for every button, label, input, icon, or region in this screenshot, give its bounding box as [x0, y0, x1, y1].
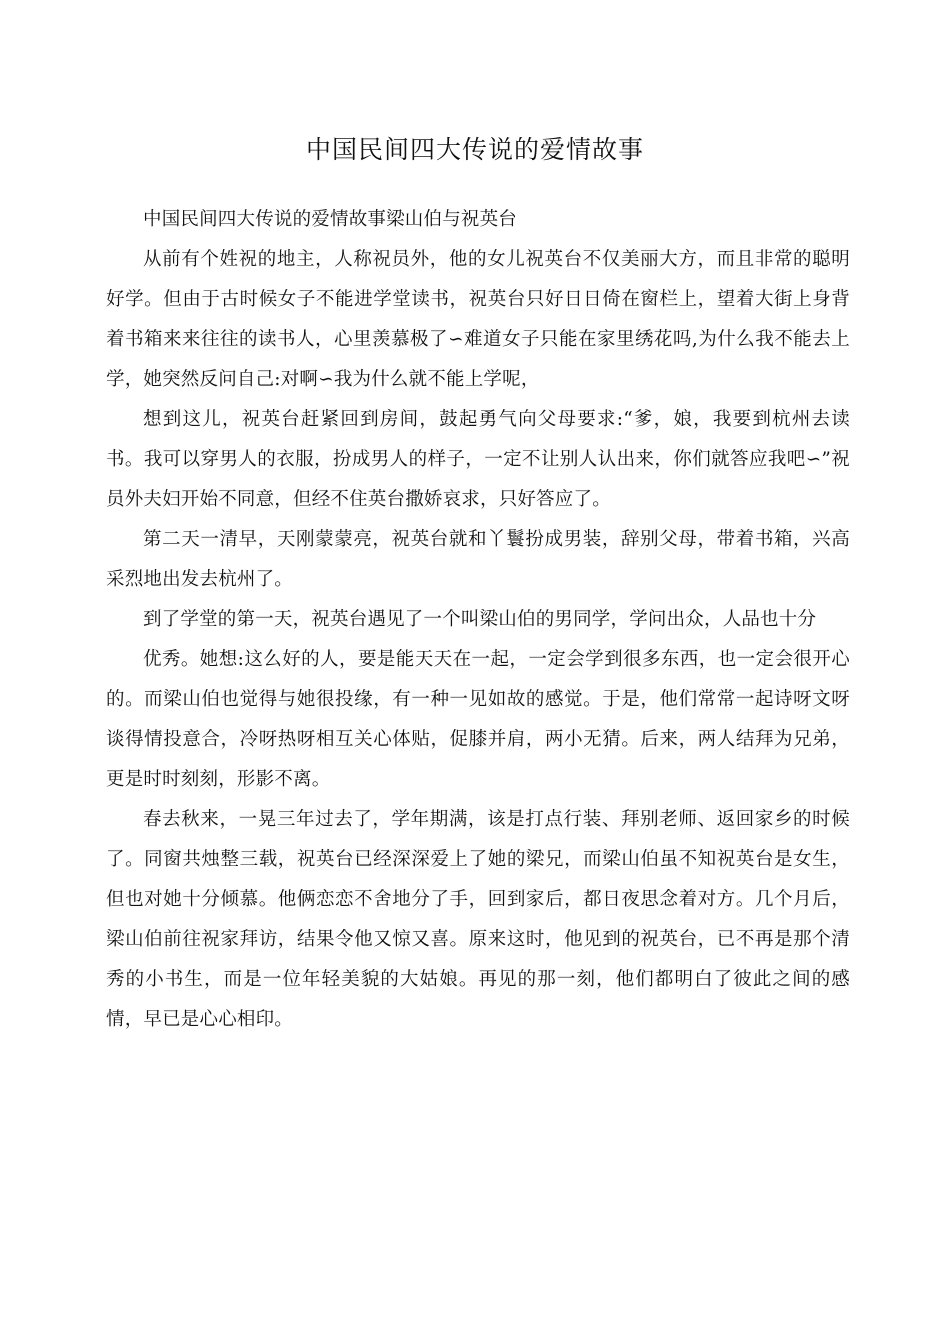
- paragraph: 第二天一清早，天刚蒙蒙亮，祝英台就和丫鬟扮成男装，辞别父母，带着书箱，兴高采烈地出发去杭州了。: [106, 529, 850, 590]
- paragraph: 到了学堂的第一天，祝英台遇见了一个叫梁山伯的男同学，学问出众，人品也十分: [143, 609, 817, 630]
- document-body: [106, 200, 850, 1040]
- paragraph: 想到这儿，祝英台赶紧回到房间，鼓起勇气向父母要求:“爹，娘，我要到杭州去读书。我可以穿男人的衣服，扮成男人的样子，一定不让别人认出来，你们就答应我吧∽”祝员外夫妇开始不同意，但经不住英台撒娇哀求，只好答应了。: [106, 409, 850, 510]
- paragraph: 春去秋来，一晃三年过去了，学年期满，该是打点行装、拜别老师、返回家乡的时候了。同窗共烛整三载，祝英台已经深深爱上了她的梁兄，而梁山伯虽不知祝英台是女生，但也对她十分倾慕。他俩恋恋不舍地分了手，回到家后，都日夜思念着对方。几个月后，梁山伯前往祝家拜访，结果令他又惊又喜。原来这时，他见到的祝英台，已不再是那个清秀的小书生，而是一位年轻美貌的大姑娘。再见的那一刻，他们都明白了彼此之间的感情，早已是心心相印。: [106, 809, 850, 1030]
- paragraph: 中国民间四大传说的爱情故事梁山伯与祝英台: [143, 209, 518, 230]
- document-title: 中国民间四大传说的爱情故事: [305, 135, 644, 164]
- paragraph: 优秀。她想:这么好的人，要是能天天在一起，一定会学到很多东西，也一定会很开心的。而梁山伯也觉得与她很投缘，有一种一见如故的感觉。于是，他们常常一起诗呀文呀谈得情投意合，冷呀热呀相互关心体贴，促膝并肩，两小无猜。后来，两人结拜为兄弟，更是时时刻刻，形影不离。: [106, 649, 850, 790]
- paragraph: 从前有个姓祝的地主，人称祝员外，他的女儿祝英台不仅美丽大方，而且非常的聪明好学。但由于古时候女子不能进学堂读书，祝英台只好日日倚在窗栏上，望着大街上身背着书箱来来往往的读书人，心里羡慕极了∽难道女子只能在家里绣花吗,为什么我不能去上学，她突然反问自己:对啊∽我为什么就不能上学呢，: [106, 249, 850, 390]
